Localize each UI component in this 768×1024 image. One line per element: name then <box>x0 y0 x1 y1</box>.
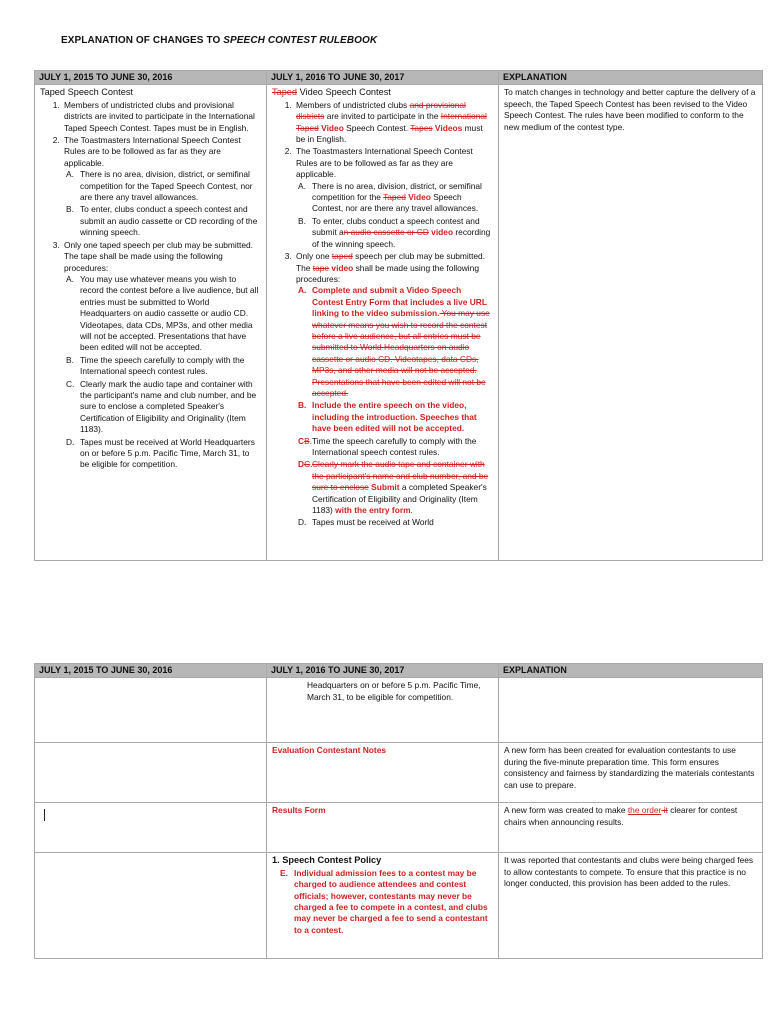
empty-cell <box>35 743 267 803</box>
old-rule-list <box>40 100 261 471</box>
explanation-cell: A new form has been created for evaluation contestants to use during the five-minute preparation time. This form ensures consistency and fairness by standardizing the materials contestants can use to prepare. <box>499 743 763 803</box>
empty-cell <box>499 678 763 743</box>
list-item: C. Clearly mark the audio tape and container with the participant's name and club number, and be sure to enclose a completed Speaker's Certification of Eligibility and Originality (Item 1183). <box>66 378 257 435</box>
header-2015: JULY 1, 2015 TO JUNE 30, 2016 <box>35 664 267 678</box>
header-explanation: EXPLANATION <box>499 71 763 85</box>
continued-cell: Headquarters on or before 5 p.m. Pacific Time, March 31, to be eligible for competition. <box>267 678 499 743</box>
old-rule-cell <box>35 85 267 561</box>
new-rule-list <box>272 100 493 529</box>
list-item: A. There is no area, division, district, or semifinal competition for the Taped Speech Contest, nor are there any travel allowances. <box>66 169 253 203</box>
changes-table-1 <box>34 70 763 561</box>
table-row <box>35 853 763 959</box>
list-item: CB. Time the speech carefully to comply with the International speech contest rules. <box>298 435 477 457</box>
document-title: EXPLANATION OF CHANGES TO SPEECH CONTEST RULEBOOK <box>61 35 378 46</box>
list-item: D. Tapes must be received at World <box>298 517 434 528</box>
explanation-cell: A new form was created to make the order it clearer for contest chairs when announcing results. <box>499 803 763 853</box>
empty-cell <box>35 678 267 743</box>
table-row <box>35 743 763 803</box>
list-item: A. You may use whatever means you wish to record the contest before a live audience, but all entries must be submitted to World Headquarters on audio cassette or audio CD. Videotapes, data CDs, MP3s, and other media will not be accepted. Presentations that have been edited will not be accepted. <box>66 273 259 353</box>
list-item: 1. Members of undistricted clubs and provisional districts are invited to participate in the International Taped Speech Contest. Tapes must be in English. <box>62 100 261 134</box>
empty-cell <box>35 853 267 959</box>
text-cursor <box>44 809 45 821</box>
list-item: B. To enter, clubs conduct a speech contest and submit an audio cassette or CD recording of the winning speech. <box>66 204 258 238</box>
list-item: B. To enter, clubs conduct a speech contest and submit an audio cassette or CD video recording of the winning speech. <box>298 215 491 249</box>
list-item: DC. Clearly mark the audio tape and container with the participant's name and club number, and be sure to enclose Submit a completed Speaker's Certification of Eligibility and Originality (Item 1183) with the entry form. <box>298 459 489 516</box>
list-item: 1. Members of undistricted clubs and provisional districts are invited to participate in the International Taped Video Speech Contest. Tapes Videos must be in English. <box>294 100 493 146</box>
eval-notes-cell: Evaluation Contestant Notes <box>267 743 499 803</box>
results-form-cell: Results Form <box>267 803 499 853</box>
empty-cell <box>35 803 267 853</box>
list-item: A. There is no area, division, district, or semifinal competition for the Taped Video Speech Contest, nor are there any travel allowances. <box>298 180 482 214</box>
list-item: 3. Only one taped speech per club may be submitted. The tape video shall be made using the following procedures: A. Complete and submit a Video Speech Contest Entry Form that includes a live URL linking to the video submission. You may use whatever means you wish to record the contest before a live audience, but all entries must be submitted to World Headquarters on audio cassette or audio CD. Videotapes, data CDs, MP3s, and other media will not be accepted. Presentations that have been edited will not be accepted. B. Include the entire speech on the video, including the introduction. Speeches that have been edited will not be accepted. CB. Time the speech carefully to comply with the International speech contest rules. DC. Clearly mark the audio tape and container with the participant's name and club number, and be sure to enclose Submit a completed Speaker's Certification of Eligibility and Originality (Item 1183) with the entry form. D. Tapes must be received at World <box>294 251 493 529</box>
explanation-cell: To match changes in technology and better capture the delivery of a speech, the Taped Speech Contest has been revised to the Video Speech Contest. The rules have been modified to conform to the new medium of the contest type. <box>499 85 763 561</box>
header-row <box>35 664 763 678</box>
table-row <box>35 678 763 743</box>
new-section-title: Taped Video Speech Contest <box>272 87 391 98</box>
list-item: 3. Only one taped speech per club may be submitted. The tape shall be made using the following procedures: A. You may use whatever means you wish to record the contest before a live audience, but all entries must be submitted to World Headquarters on audio cassette or audio CD. Videotapes, data CDs, MP3s, and other media will not be accepted. Presentations that have been edited will not be accepted. B. Time the speech carefully to comply with the International speech contest rules. C. Clearly mark the audio tape and container with the participant's name and club number, and be sure to enclose a completed Speaker's Certification of Eligibility and Originality (Item 1183). D. Tapes must be received at World Headquarters on or before 5 p.m. Pacific Time, March 31, to be eligible for competition. <box>62 240 261 471</box>
list-item: D. Tapes must be received at World Headquarters on or before 5 p.m. Pacific Time, March 31, to be eligible for competition. <box>66 436 255 470</box>
header-2016: JULY 1, 2016 TO JUNE 30, 2017 <box>267 71 499 85</box>
list-item: A. Complete and submit a Video Speech Contest Entry Form that includes a live URL linking to the video submission. You may use whatever means you wish to record the contest before a live audience, but all entries must be submitted to World Headquarters on audio cassette or audio CD. Videotapes, data CDs, MP3s, and other media will not be accepted. Presentations that have been edited will not be accepted. <box>298 285 490 398</box>
table-row <box>35 85 763 561</box>
header-explanation: EXPLANATION <box>499 664 763 678</box>
list-item: E. Individual admission fees to a contest may be charged to audience attendees and contest officials; however, contestants may never be charged a fee to compete in a contest, and clubs may never be charged a fee to send a contestant to a contest. <box>280 867 488 935</box>
changes-table-2 <box>34 663 763 959</box>
table-row <box>35 803 763 853</box>
list-item: B. Time the speech carefully to comply with the International speech contest rules. <box>66 354 245 377</box>
header-2015: JULY 1, 2015 TO JUNE 30, 2016 <box>35 71 267 85</box>
header-row <box>35 71 763 85</box>
header-2016: JULY 1, 2016 TO JUNE 30, 2017 <box>267 664 499 678</box>
old-section-title: Taped Speech Contest <box>40 87 133 98</box>
new-rule-cell <box>267 85 499 561</box>
policy-title: 1. Speech Contest Policy <box>272 855 382 866</box>
explanation-cell: It was reported that contestants and clubs were being charged fees to allow contestants to compete. To ensure that this practice is no longer conducted, this provision has been added to the rules. <box>499 853 763 959</box>
policy-cell <box>267 853 499 959</box>
list-item: 2. The Toastmasters International Speech Contest Rules are to be followed as far as they are applicable. A. There is no area, division, district, or semifinal competition for the Taped Video Speech Contest, nor are there any travel allowances. B. To enter, clubs conduct a speech contest and submit an audio cassette or CD video recording of the winning speech. <box>294 146 493 250</box>
list-item: B. Include the entire speech on the video, including the introduction. Speeches that have been edited will not be accepted. <box>298 400 477 434</box>
list-item: 2. The Toastmasters International Speech Contest Rules are to be followed as far as they are applicable. A. There is no area, division, district, or semifinal competition for the Taped Speech Contest, nor are there any travel allowances. B. To enter, clubs conduct a speech contest and submit an audio cassette or CD recording of the winning speech. <box>62 135 261 239</box>
